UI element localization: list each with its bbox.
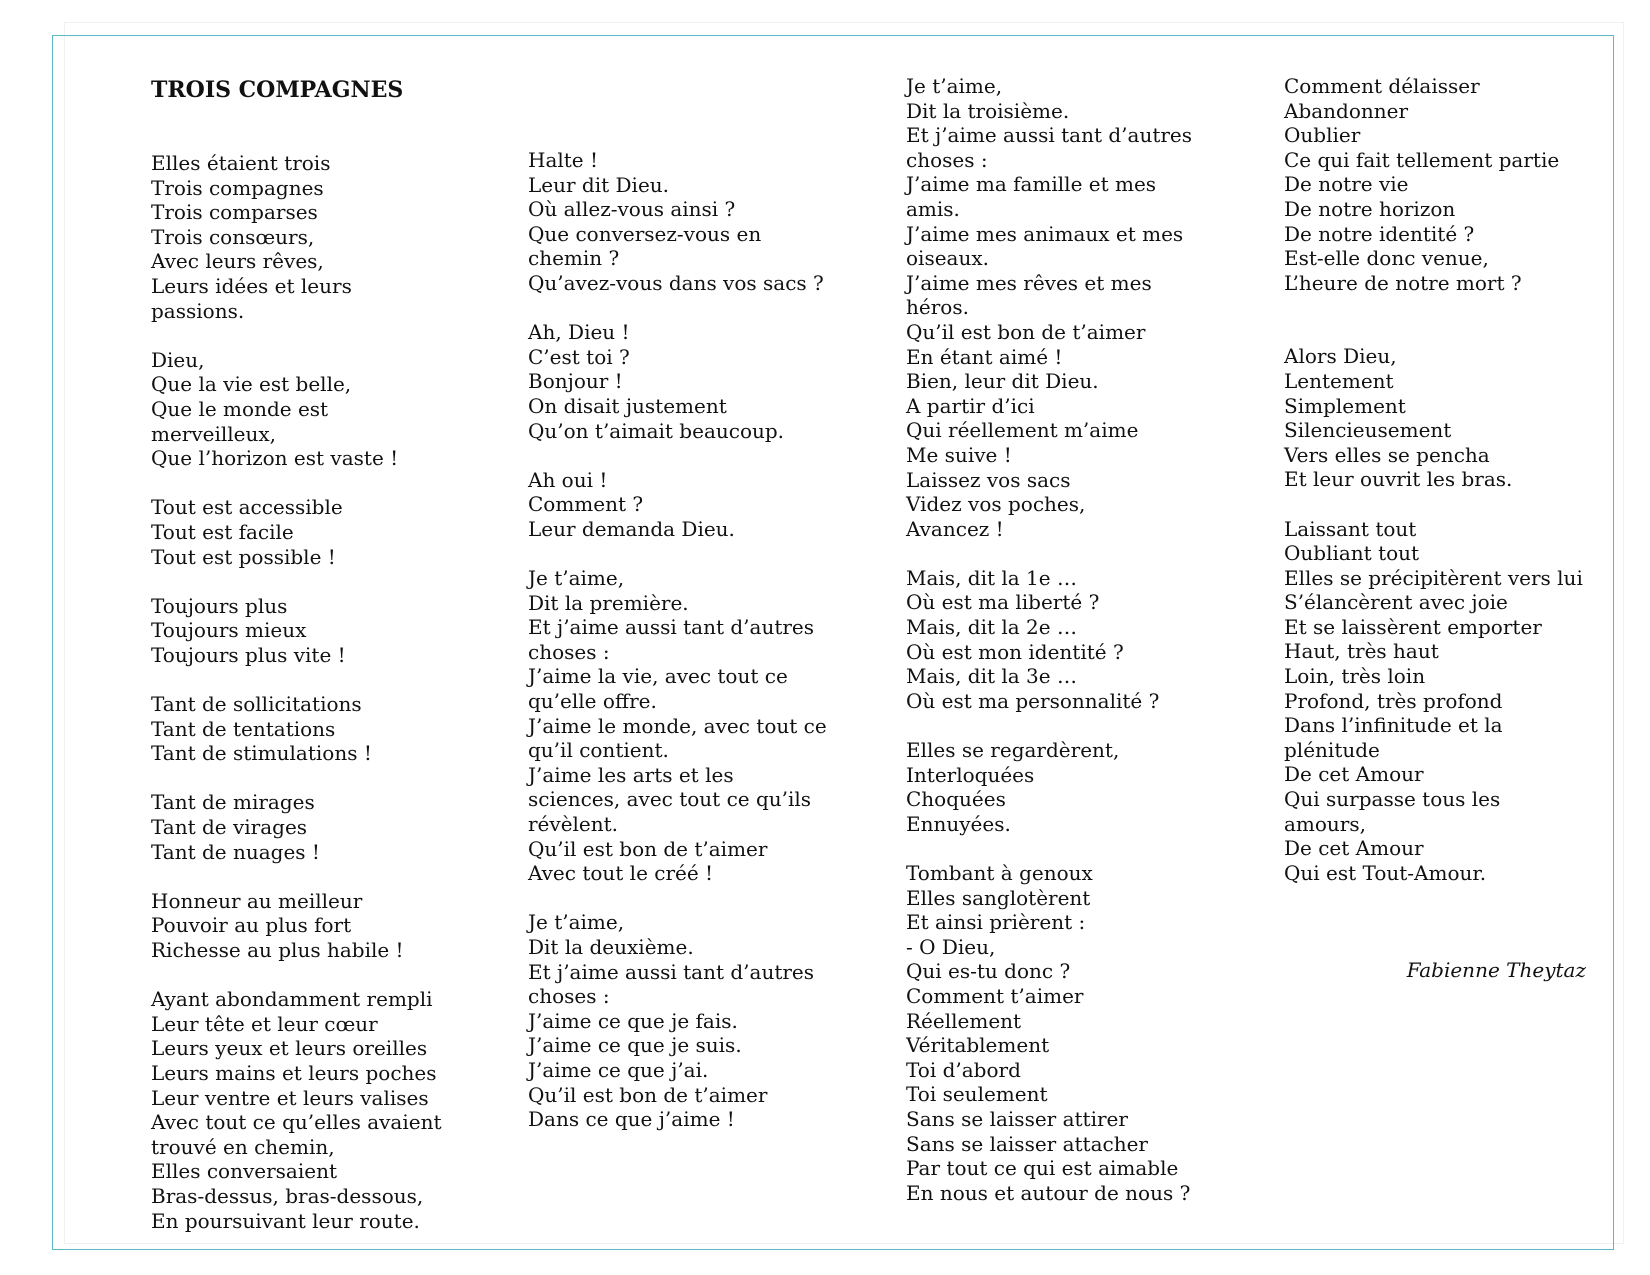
poem-line: Abandonner — [1284, 98, 1409, 123]
poem-line: héros. — [906, 295, 969, 320]
poem-title: TROIS COMPAGNES — [151, 77, 404, 103]
poem-line: Lentement — [1284, 368, 1394, 393]
poem-line: Leur tête et leur cœur — [151, 1011, 378, 1036]
column-2-stanzas — [528, 148, 888, 1132]
poem-line: Réellement — [906, 1008, 1022, 1033]
poem-line: Oubliant tout — [1284, 541, 1420, 566]
poem-stanza — [906, 861, 1266, 1205]
poem-line: En étant aimé ! — [906, 344, 1063, 369]
poem-stanza — [151, 348, 511, 471]
poem-line: Laissant tout — [1284, 516, 1417, 541]
poem-line: Ah oui ! — [528, 467, 608, 492]
poem-line: Ce qui fait tellement partie — [1284, 147, 1560, 172]
poem-line: Et se laissèrent emporter — [1284, 614, 1542, 639]
poem-line: Elles étaient trois — [151, 151, 331, 175]
poem-column-4 — [1284, 74, 1594, 910]
poem-line: Leurs yeux et leurs oreilles — [151, 1036, 428, 1061]
poem-line: Où est mon identité ? — [906, 639, 1124, 664]
poem-line: chemin ? — [528, 246, 620, 271]
poem-line: De notre vie — [1284, 172, 1409, 197]
poem-stanza — [1284, 74, 1594, 295]
poem-line: Laissez vos sacs — [906, 467, 1071, 492]
poem-line: Que le monde est — [151, 396, 329, 421]
poem-line: J’aime mes rêves et mes — [906, 270, 1152, 295]
poem-line: merveilleux, — [151, 421, 277, 446]
poem-line: Est-elle donc venue, — [1284, 246, 1489, 271]
poem-line: Simplement — [1284, 393, 1406, 418]
poem-line: Trois consœurs, — [151, 224, 315, 249]
poem-line: amours, — [1284, 811, 1366, 836]
poem-line: Dit la deuxième. — [528, 935, 694, 959]
column-4-stanzas — [1284, 74, 1594, 885]
poem-line: Leur dit Dieu. — [528, 172, 670, 197]
poem-line: Haut, très haut — [1284, 639, 1439, 664]
poem-line: En poursuivant leur route. — [151, 1208, 420, 1233]
poem-line: Et j’aime aussi tant d’autres — [906, 123, 1193, 148]
poem-line: Sans se laisser attacher — [906, 1131, 1148, 1156]
poem-line: Tant de nuages ! — [151, 839, 320, 864]
poem-line: Dans l’infinitude et la — [1284, 713, 1503, 738]
poem-line: Mais, dit la 2e … — [906, 615, 1077, 640]
poem-stanza — [528, 910, 888, 1131]
poem-line: Toujours plus vite ! — [151, 642, 346, 667]
poem-line: Elles sanglotèrent — [906, 885, 1091, 910]
poem-line: Comment t’aimer — [906, 983, 1084, 1008]
poem-line: Choquées — [906, 787, 1006, 812]
poem-stanza — [528, 320, 888, 443]
poem-line: Avancez ! — [906, 516, 1004, 541]
poem-line: oiseaux. — [906, 246, 989, 271]
poem-line: Ennuyées. — [906, 811, 1011, 836]
poem-line: Oublier — [1284, 123, 1361, 148]
poem-line: amis. — [906, 196, 960, 221]
poem-line: Toujours mieux — [151, 618, 307, 643]
poem-line: Comment délaisser — [1284, 74, 1480, 98]
poem-line: Halte ! — [528, 148, 599, 172]
poem-stanza — [151, 692, 511, 766]
poem-line: Bras-dessus, bras-dessous, — [151, 1183, 424, 1208]
poem-line: Où est ma personnalité ? — [906, 688, 1160, 713]
poem-line: Et ainsi prièrent : — [906, 910, 1086, 935]
poem-line: Qui surpasse tous les — [1284, 787, 1501, 812]
poem-line: Qui est Tout-Amour. — [1284, 860, 1487, 885]
poem-line: Vers elles se pencha — [1284, 442, 1490, 467]
poem-line: qu’elle offre. — [528, 689, 657, 714]
poem-line: Je t’aime, — [906, 74, 1003, 98]
poem-stanza — [906, 74, 1266, 541]
poem-stanza — [151, 151, 511, 323]
poem-line: Tant de virages — [151, 815, 308, 840]
poem-line: Qu’on t’aimait beaucoup. — [528, 418, 785, 443]
poem-line: Trois compagnes — [151, 175, 324, 200]
poem-line: Dieu, — [151, 347, 205, 372]
poem-line: Dit la première. — [528, 590, 689, 615]
poem-line: De cet Amour — [1284, 762, 1424, 787]
poem-line: Tant de mirages — [151, 790, 315, 815]
poem-line: J’aime ce que je fais. — [528, 1008, 738, 1033]
poem-line: S’élancèrent avec joie — [1284, 590, 1508, 615]
poem-line: Dans ce que j’aime ! — [528, 1107, 735, 1132]
poem-line: Tant de sollicitations — [151, 692, 362, 717]
poem-line: Mais, dit la 3e … — [906, 664, 1077, 689]
poem-line: Leurs idées et leurs — [151, 273, 352, 298]
poem-line: Honneur au meilleur — [151, 888, 363, 913]
poem-line: Je t’aime, — [528, 566, 625, 591]
poem-line: Qu’avez-vous dans vos sacs ? — [528, 270, 824, 295]
poem-line: choses : — [528, 984, 610, 1009]
poem-line: Bien, leur dit Dieu. — [906, 369, 1099, 394]
poem-line: - O Dieu, — [906, 934, 996, 959]
poem-line: Tout est possible ! — [151, 544, 336, 569]
poem-line: Véritablement — [906, 1033, 1050, 1058]
poem-line: Leurs mains et leurs poches — [151, 1060, 437, 1085]
poem-line: trouvé en chemin, — [151, 1134, 335, 1159]
poem-line: Alors Dieu, — [1284, 344, 1397, 369]
author-signature: Fabienne Theytaz — [1406, 958, 1586, 982]
poem-line: Videz vos poches, — [906, 492, 1086, 517]
poem-stanza — [1284, 344, 1594, 492]
poem-line: Pouvoir au plus fort — [151, 913, 352, 938]
poem-line: Qu’il est bon de t’aimer — [906, 319, 1146, 344]
poem-stanza — [1284, 517, 1594, 886]
poem-stanza — [906, 738, 1266, 836]
poem-line: Dit la troisième. — [906, 98, 1070, 123]
poem-line: En nous et autour de nous ? — [906, 1180, 1191, 1205]
poem-line: Qui réellement m’aime — [906, 418, 1139, 443]
poem-line: Tombant à genoux — [906, 861, 1093, 885]
poem-line: Tout est facile — [151, 519, 294, 544]
poem-line: L’heure de notre mort ? — [1284, 270, 1522, 295]
poem-line: passions. — [151, 298, 245, 323]
poem-line: J’aime ce que je suis. — [528, 1033, 742, 1058]
poem-line: Sans se laisser attirer — [906, 1106, 1128, 1131]
poem-line: Qu’il est bon de t’aimer — [528, 836, 768, 861]
poem-line: A partir d’ici — [906, 393, 1035, 418]
poem-line: Qui es-tu donc ? — [906, 959, 1071, 984]
poem-line: J’aime mes animaux et mes — [906, 221, 1184, 246]
poem-line: Tant de stimulations ! — [151, 741, 372, 766]
poem-stanza — [906, 566, 1266, 714]
poem-line: J’aime les arts et les — [528, 762, 734, 787]
poem-line: Bonjour ! — [528, 369, 623, 394]
poem-stanza — [151, 889, 511, 963]
poem-line: Tant de tentations — [151, 716, 336, 741]
poem-stanza — [528, 148, 888, 296]
poem-column-3 — [906, 74, 1266, 1230]
column-3-stanzas — [906, 74, 1266, 1205]
poem-stanza — [151, 495, 511, 569]
column-1-stanzas — [151, 151, 511, 1233]
poem-column-1 — [151, 77, 511, 1258]
poem-line: choses : — [906, 147, 988, 172]
poem-line: Loin, très loin — [1284, 664, 1426, 689]
poem-stanza — [151, 790, 511, 864]
poem-line: Profond, très profond — [1284, 688, 1503, 713]
poem-line: choses : — [528, 639, 610, 664]
poem-column-2 — [528, 148, 888, 1156]
poem-line: Trois comparses — [151, 200, 318, 225]
poem-line: Et j’aime aussi tant d’autres — [528, 615, 815, 640]
poem-line: Comment ? — [528, 492, 644, 517]
poem-line: Et leur ouvrit les bras. — [1284, 467, 1513, 492]
poem-line: Où est ma liberté ? — [906, 590, 1100, 615]
poem-line: Qu’il est bon de t’aimer — [528, 1082, 768, 1107]
poem-stanza — [151, 594, 511, 668]
poem-line: J’aime ce que j’ai. — [528, 1057, 709, 1082]
poem-line: Ayant abondamment rempli — [151, 987, 433, 1012]
poem-line: sciences, avec tout ce qu’ils — [528, 787, 812, 812]
poem-line: Elles conversaient — [151, 1159, 338, 1184]
poem-line: Avec leurs rêves, — [151, 249, 324, 274]
poem-line: Elles se regardèrent, — [906, 738, 1120, 763]
poem-line: Et j’aime aussi tant d’autres — [528, 959, 815, 984]
poem-line: De notre horizon — [1284, 196, 1456, 221]
poem-line: On disait justement — [528, 393, 727, 418]
poem-line: Interloquées — [906, 762, 1035, 787]
poem-line: Toi d’abord — [906, 1057, 1021, 1082]
poem-line: J’aime ma famille et mes — [906, 172, 1157, 197]
poem-line: Que la vie est belle, — [151, 372, 352, 397]
poem-line: De cet Amour — [1284, 836, 1424, 861]
poem-line: Avec tout ce qu’elles avaient — [151, 1110, 442, 1135]
poem-line: Je t’aime, — [528, 910, 625, 935]
poem-line: Avec tout le créé ! — [528, 861, 714, 886]
poem-line: J’aime la vie, avec tout ce — [528, 664, 788, 689]
poem-line: Mais, dit la 1e … — [906, 565, 1077, 590]
poem-line: De notre identité ? — [1284, 221, 1475, 246]
poem-line: Que conversez-vous en — [528, 221, 762, 246]
poem-line: Où allez-vous ainsi ? — [528, 197, 736, 222]
poem-line: Leur demanda Dieu. — [528, 516, 735, 541]
poem-line: Tout est accessible — [151, 495, 343, 520]
poem-stanza — [151, 987, 511, 1233]
poem-line: plénitude — [1284, 737, 1380, 762]
poem-stanza — [528, 566, 888, 886]
poem-line: Silencieusement — [1284, 418, 1452, 443]
poem-line: Richesse au plus habile ! — [151, 938, 404, 962]
poem-line: Leur ventre et leurs valises — [151, 1085, 429, 1110]
poem-line: Que l’horizon est vaste ! — [151, 446, 399, 471]
poem-line: Par tout ce qui est aimable — [906, 1156, 1179, 1181]
poem-line: Elles se précipitèrent vers lui — [1284, 565, 1583, 590]
poem-line: J’aime le monde, avec tout ce — [528, 713, 827, 738]
poem-line: qu’il contient. — [528, 738, 669, 763]
poem-line: C’est toi ? — [528, 344, 630, 369]
poem-line: Ah, Dieu ! — [528, 320, 630, 345]
poem-line: Toujours plus — [151, 593, 288, 618]
poem-line: Toi seulement — [906, 1082, 1048, 1107]
poem-line: révèlent. — [528, 812, 619, 837]
poem-stanza — [528, 468, 888, 542]
poem-line: Me suive ! — [906, 442, 1012, 467]
